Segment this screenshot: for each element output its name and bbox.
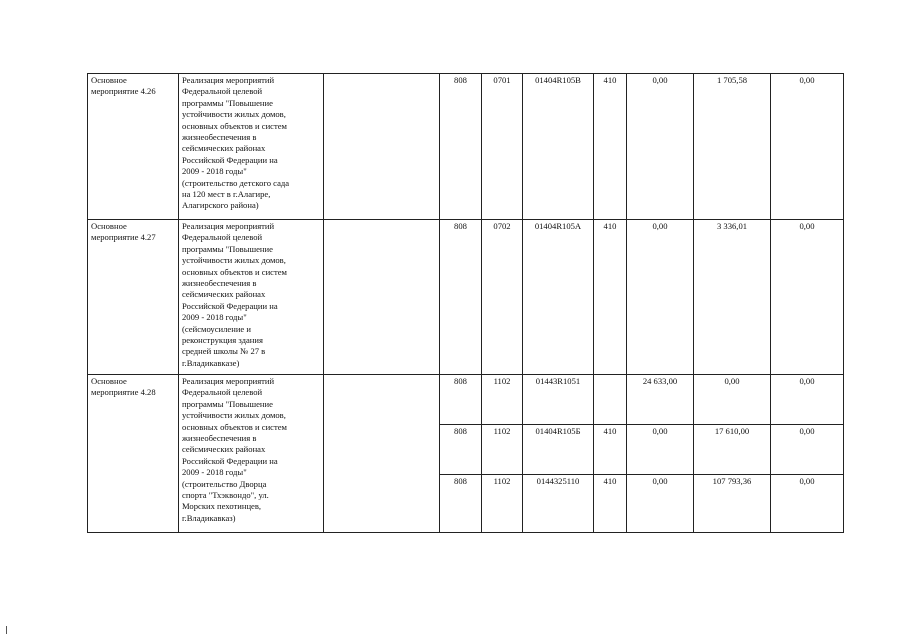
event-name-cell: Реализация мероприятий Федеральной целевой программы "Повышение устойчивости жилых домов, основных объектов и систем жизнеобеспечения в сейсмических районах Российской Федерации на 2009 - 2018 годы" (строительство детского сада на 120 мест в г.Алагире, Алагирского района): [179, 74, 324, 220]
value-1-cell: 0,00: [627, 425, 694, 475]
grbs-cell: 808: [440, 220, 482, 375]
value-2-cell: 107 793,36: [694, 475, 771, 533]
grbs-cell: 808: [440, 375, 482, 425]
csr-cell: 01404R105В: [523, 74, 594, 220]
vr-cell: 410: [594, 425, 627, 475]
grbs-cell: 808: [440, 74, 482, 220]
table-row: [88, 375, 844, 425]
event-name-cell: Реализация мероприятий Федеральной целевой программы "Повышение устойчивости жилых домов, основных объектов и систем жизнеобеспечения в сейсмических районах Российской Федерации на 2009 - 2018 годы" (сейсмоусиление и реконструкция здания средней школы № 27 в г.Владикавказе): [179, 220, 324, 375]
value-2-cell: 3 336,01: [694, 220, 771, 375]
value-2-cell: 17 610,00: [694, 425, 771, 475]
rzpr-cell: 0702: [482, 220, 523, 375]
scan-edge-mark: [6, 626, 7, 634]
grbs-cell: 808: [440, 425, 482, 475]
grbs-cell: 808: [440, 475, 482, 533]
value-3-cell: 0,00: [771, 220, 844, 375]
vr-cell: 410: [594, 220, 627, 375]
event-type-cell: Основное мероприятие 4.27: [88, 220, 179, 375]
event-type-cell: Основное мероприятие 4.26: [88, 74, 179, 220]
empty-cell: [324, 375, 440, 533]
value-1-cell: 0,00: [627, 475, 694, 533]
value-3-cell: 0,00: [771, 74, 844, 220]
value-3-cell: 0,00: [771, 375, 844, 425]
csr-cell: 01404R105Б: [523, 425, 594, 475]
event-type-cell: Основное мероприятие 4.28: [88, 375, 179, 533]
vr-cell: 410: [594, 475, 627, 533]
vr-cell: [594, 375, 627, 425]
value-3-cell: 0,00: [771, 475, 844, 533]
table-row: [88, 220, 844, 375]
empty-cell: [324, 220, 440, 375]
budget-table: [87, 73, 844, 533]
rzpr-cell: 1102: [482, 375, 523, 425]
vr-cell: 410: [594, 74, 627, 220]
value-1-cell: 0,00: [627, 74, 694, 220]
value-1-cell: 24 633,00: [627, 375, 694, 425]
rzpr-cell: 0701: [482, 74, 523, 220]
value-3-cell: 0,00: [771, 425, 844, 475]
empty-cell: [324, 74, 440, 220]
csr-cell: 0144325110: [523, 475, 594, 533]
rzpr-cell: 1102: [482, 475, 523, 533]
rzpr-cell: 1102: [482, 425, 523, 475]
value-2-cell: 1 705,58: [694, 74, 771, 220]
event-name-cell: Реализация мероприятий Федеральной целевой программы "Повышение устойчивости жилых домов, основных объектов и систем жизнеобеспечения в сейсмических районах Российской Федерации на 2009 - 2018 годы" (строительство Дворца спорта "Тхэквондо", ул. Морских пехотинцев, г.Владикавказ): [179, 375, 324, 533]
value-1-cell: 0,00: [627, 220, 694, 375]
value-2-cell: 0,00: [694, 375, 771, 425]
table-row: [88, 74, 844, 220]
csr-cell: 01443R1051: [523, 375, 594, 425]
csr-cell: 01404R105А: [523, 220, 594, 375]
